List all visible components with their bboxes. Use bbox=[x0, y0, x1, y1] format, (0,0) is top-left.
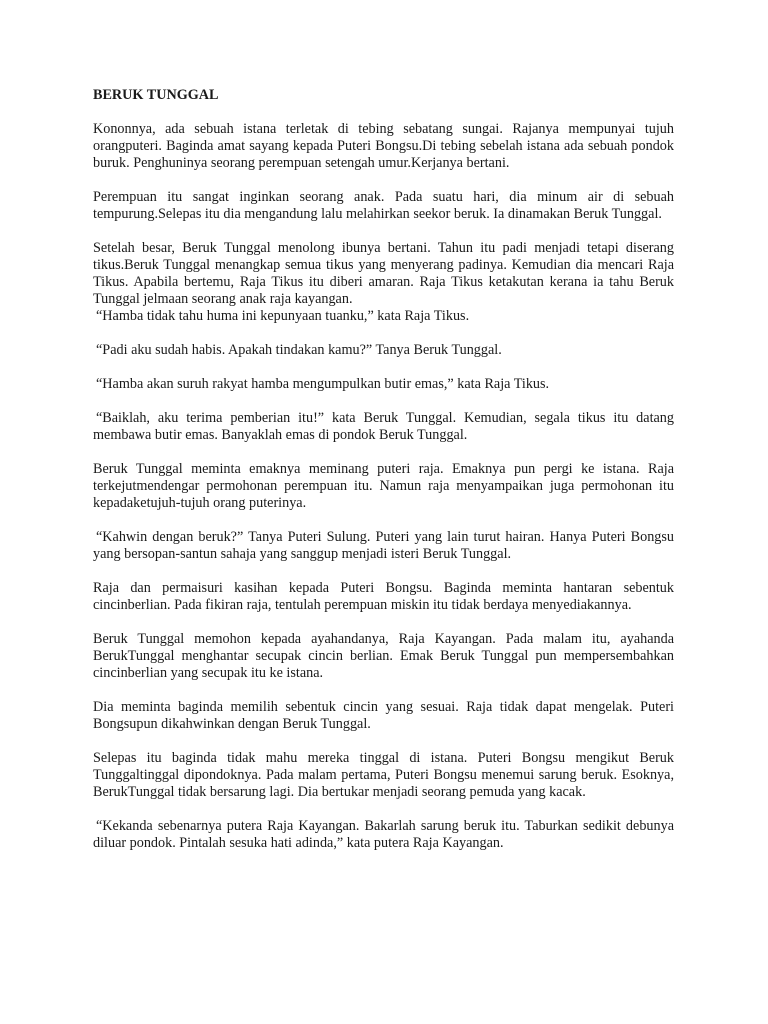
dialog-line-1: “Hamba tidak tahu huma ini kepunyaan tuanku,” kata Raja Tikus. bbox=[96, 308, 470, 324]
paragraph-1: Kononnya, ada sebuah istana terletak di tebing sebatang sungai. Rajanya mempunyai tujuh orangputeri. Baginda amat sayang kepada Puteri Bongsu.Di tebing sebelah istana ada sebuah pondok buruk. Penghuninya seorang perempuan setengah umur.Kerjanya bertani. bbox=[93, 121, 674, 171]
dialog-line-3: “Hamba akan suruh rakyat hamba mengumpulkan butir emas,” kata Raja Tikus. bbox=[96, 376, 550, 392]
dialog-line-4: “Baiklah, aku terima pemberian itu!” kata Beruk Tunggal. Kemudian, segala tikus itu datang membawa butir emas. Banyaklah emas di pondok Beruk Tunggal. bbox=[93, 410, 674, 443]
paragraph-10: Beruk Tunggal memohon kepada ayahandanya, Raja Kayangan. Pada malam itu, ayahanda BerukTunggal menghantar secupak cincin berlian. Emak Beruk Tunggal pun mempersembahkan cincinberlian yang secupak itu ke istana. bbox=[93, 631, 674, 681]
dialog-line-6: “Kekanda sebenarnya putera Raja Kayangan. Bakarlah sarung beruk itu. Taburkan sedikit debunya diluar pondok. Pintalah sesuka hati adinda,” kata putera Raja Kayangan. bbox=[93, 818, 674, 851]
document-title: BERUK TUNGGAL bbox=[93, 87, 219, 103]
paragraph-11: Dia meminta baginda memilih sebentuk cincin yang sesuai. Raja tidak dapat mengelak. Puteri Bongsupun dikahwinkan dengan Beruk Tunggal. bbox=[93, 699, 674, 732]
paragraph-9: Raja dan permaisuri kasihan kepada Puteri Bongsu. Baginda meminta hantaran sebentuk cincinberlian. Pada fikiran raja, tentulah perempuan miskin itu tidak berdaya menyediakannya. bbox=[93, 580, 674, 613]
dialog-line-2: “Padi aku sudah habis. Apakah tindakan kamu?” Tanya Beruk Tunggal. bbox=[96, 342, 502, 358]
dialog-line-5: “Kahwin dengan beruk?” Tanya Puteri Sulung. Puteri yang lain turut hairan. Hanya Puteri Bongsu yang bersopan-santun sahaja yang sanggup menjadi isteri Beruk Tunggal. bbox=[93, 529, 674, 562]
paragraph-12: Selepas itu baginda tidak mahu mereka tinggal di istana. Puteri Bongsu mengikut Beruk Tunggaltinggal dipondoknya. Pada malam pertama, Puteri Bongsu menemui sarung beruk. Esoknya, BerukTunggal tidak bersarung lagi. Dia bertukar menjadi seorang pemuda yang kacak. bbox=[93, 750, 674, 800]
paragraph-2: Perempuan itu sangat inginkan seorang anak. Pada suatu hari, dia minum air di sebuah tempurung.Selepas itu dia mengandung lalu melahirkan seekor beruk. Ia dinamakan Beruk Tunggal. bbox=[93, 189, 674, 222]
paragraph-7: Beruk Tunggal meminta emaknya meminang puteri raja. Emaknya pun pergi ke istana. Raja terkejutmendengar permohonan perempuan itu. Namun raja menyampaikan juga permohonan itu kepadaketujuh-tujuh orang puterinya. bbox=[93, 461, 674, 511]
paragraph-3: Setelah besar, Beruk Tunggal menolong ibunya bertani. Tahun itu padi menjadi tetapi diserang tikus.Beruk Tunggal menangkap semua tikus yang menyerang padinya. Kemudian dia mencari Raja Tikus. Apabila bertemu, Raja Tikus itu diberi amaran. Raja Tikus ketakutan kerana ia tahu Beruk Tunggal jelmaan seorang anak raja kayangan. bbox=[93, 240, 674, 307]
